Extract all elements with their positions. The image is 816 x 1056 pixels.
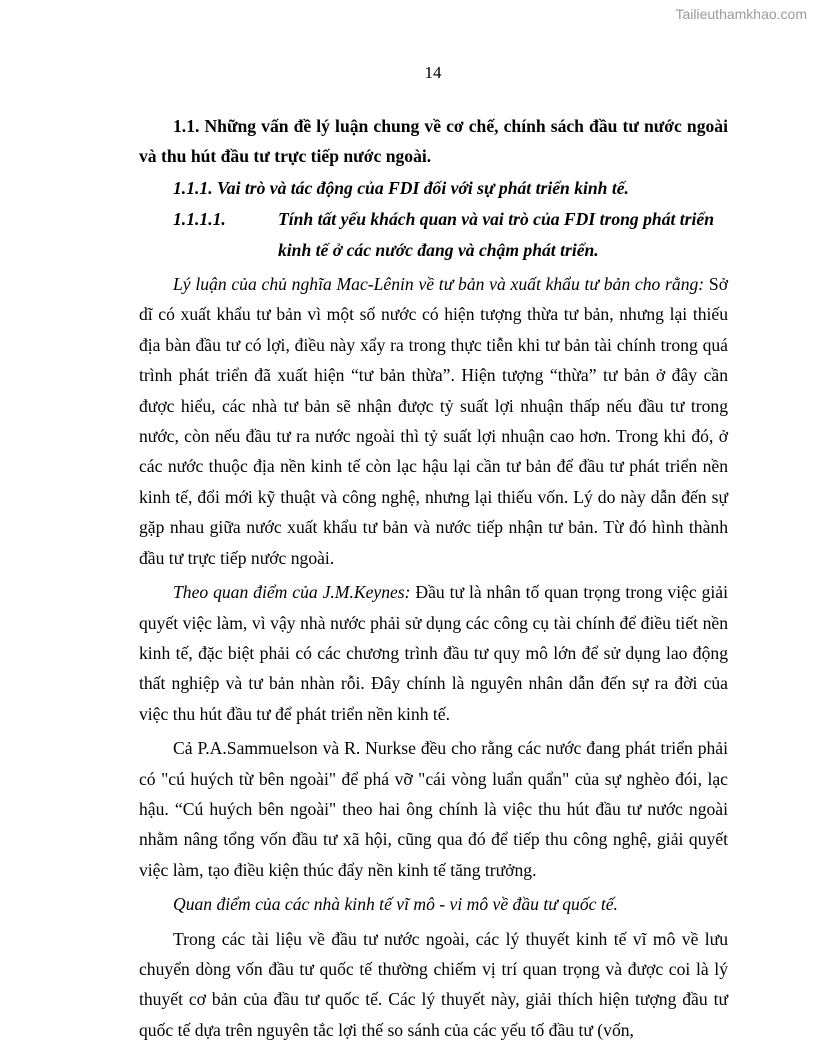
heading-number: 1.1.1.1. <box>173 209 226 230</box>
heading-text: Tính tất yếu khách quan và vai trò của FDI trong phát triển kinh tế ở các nước đang và chậm phát triển. <box>278 209 715 260</box>
section-heading-1-1: 1.1. Những vấn đề lý luận chung về cơ chế, chính sách đầu tư nước ngoài và thu hút đầu tư trực tiếp nước ngoài. <box>139 116 728 167</box>
watermark: Tailieuthamkhao.com <box>675 6 807 22</box>
paragraph-lead: Quan điểm của các nhà kinh tế vĩ mô - vi mô về đầu tư quốc tế. <box>173 894 618 915</box>
paragraph-text: Cả P.A.Sammuelson và R. Nurkse đều cho rằng các nước đang phát triển phải có "cú huých từ bên ngoài" để phá vỡ "cái vòng luẩn quẩn" của sự nghèo đói, lạc hậu. “Cú huých bên ngoài" theo hai ông chính là việc thu hút đầu tư nước ngoài nhằm nâng tổng vốn đầu tư xã hội, cũng qua đó để tiếp thu công nghệ, giải quyết việc làm, tạo điều kiện thúc đẩy nền kinh tế tăng trưởng. <box>139 738 728 880</box>
paragraph-text: Trong các tài liệu về đầu tư nước ngoài, các lý thuyết kinh tế vĩ mô về lưu chuyển dòng vốn đầu tư quốc tế thường chiếm vị trí quan trọng và được coi là lý thuyết cơ bản của đầu tư quốc tế. Các lý thuyết này, giải thích hiện tượng đầu tư quốc tế dựa trên nguyên tắc lợi thế so sánh của các yếu tố đầu tư (vốn, <box>139 928 728 1040</box>
section-heading-1-1-1: 1.1.1. Vai trò và tác động của FDI đối với sự phát triển kinh tế. <box>173 177 629 198</box>
paragraph-text: Sở dĩ có xuất khẩu tư bản vì một số nước có hiện tượng thừa tư bản, nhưng lại thiếu địa bàn đầu tư có lợi, điều này xẩy ra trong thực tiễn khi tư bản tài chính trong quá trình phát triển đã xuất hiện “tư bản thừa”. Hiện tượng “thừa” tư bản ở đây cần được hiểu, các nhà tư bản sẽ nhận được tỷ suất lợi nhuận thấp nếu đầu tư trong nước, còn nếu đầu tư ra nước ngoài thì tỷ suất lợi nhuận cao hơn. Trong khi đó, ở các nước thuộc địa nền kinh tế còn lạc hậu lại cần tư bản để đầu tư phát triển nền kinh tế, đổi mới kỹ thuật và công nghệ, nhưng lại thiếu vốn. Lý do này dẫn đến sự gặp nhau giữa nước xuất khẩu tư bản và nước tiếp nhận tư bản. Từ đó hình thành đầu tư trực tiếp nước ngoài. <box>139 274 728 568</box>
paragraph-lead: Lý luận của chủ nghĩa Mac-Lênin về tư bản và xuất khẩu tư bản cho rằng: <box>173 274 705 295</box>
paragraph-lead: Theo quan điểm của J.M.Keynes: <box>173 582 411 603</box>
paragraph-text: Đầu tư là nhân tố quan trọng trong việc giải quyết việc làm, vì vậy nhà nước phải sử dụng các công cụ tài chính để điều tiết nền kinh tế, đặc biệt phải có các chương trình đầu tư quy mô lớn để sử dụng lao động thất nghiệp và tư bản nhàn rỗi. Đây chính là nguyên nhân dẫn đến sự ra đời của việc thu hút đầu tư để phát triển nền kinh tế. <box>139 582 728 724</box>
paragraph <box>139 733 728 885</box>
paragraph <box>139 924 728 1046</box>
paragraph <box>139 889 728 919</box>
document-body <box>139 111 728 1045</box>
paragraph <box>139 269 728 573</box>
page-number: 14 <box>424 63 442 82</box>
section-heading-1-1-1-1 <box>139 204 728 265</box>
paragraph <box>139 577 728 729</box>
